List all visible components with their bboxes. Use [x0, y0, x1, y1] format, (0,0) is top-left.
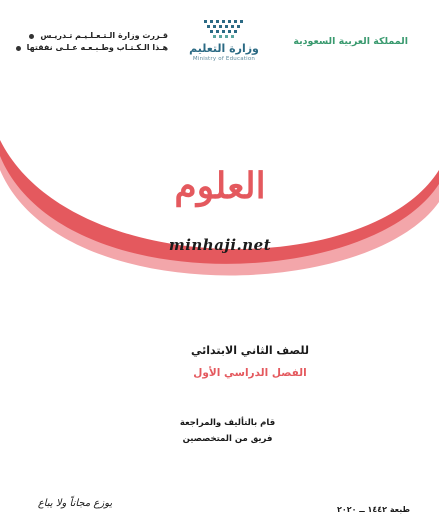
authors-line-2: فريق من المتخصصين	[182, 434, 273, 444]
moe-name-english: Ministry of Education	[192, 56, 256, 62]
ministry-note-text-2: هـذا الـكـتـاب وطـبـعـه عـلـى نفقتها	[26, 43, 168, 52]
ministry-note-line-2	[26, 42, 168, 54]
bullet-icon	[29, 34, 34, 39]
authors-line-1: قام بالتأليف والمراجعة	[179, 418, 276, 428]
swoosh-decoration	[0, 140, 439, 290]
ministry-note-text-1: قـررت وزارة الـتـعـلـيـم تـدريـس	[40, 31, 168, 40]
kingdom-name: المملكة العربية السعودية	[293, 36, 408, 47]
moe-name-arabic: وزارة التعليم	[189, 42, 259, 55]
watermark: minhaji.net	[168, 236, 272, 254]
ministry-note-line-1	[40, 30, 168, 42]
free-distribution-note: يوزع مجاناً ولا يباع	[37, 498, 113, 509]
bullet-icon	[16, 46, 21, 51]
semester-label: الفصل الدراسي الأول	[193, 367, 307, 379]
edition-label: طبعة ١٤٤٢ ــ ٢٠٢٠	[336, 505, 410, 514]
grade-label: للصف الثاني الابتدائي	[191, 344, 309, 357]
ministry-note	[26, 30, 168, 54]
book-title: العلوم	[174, 165, 266, 207]
